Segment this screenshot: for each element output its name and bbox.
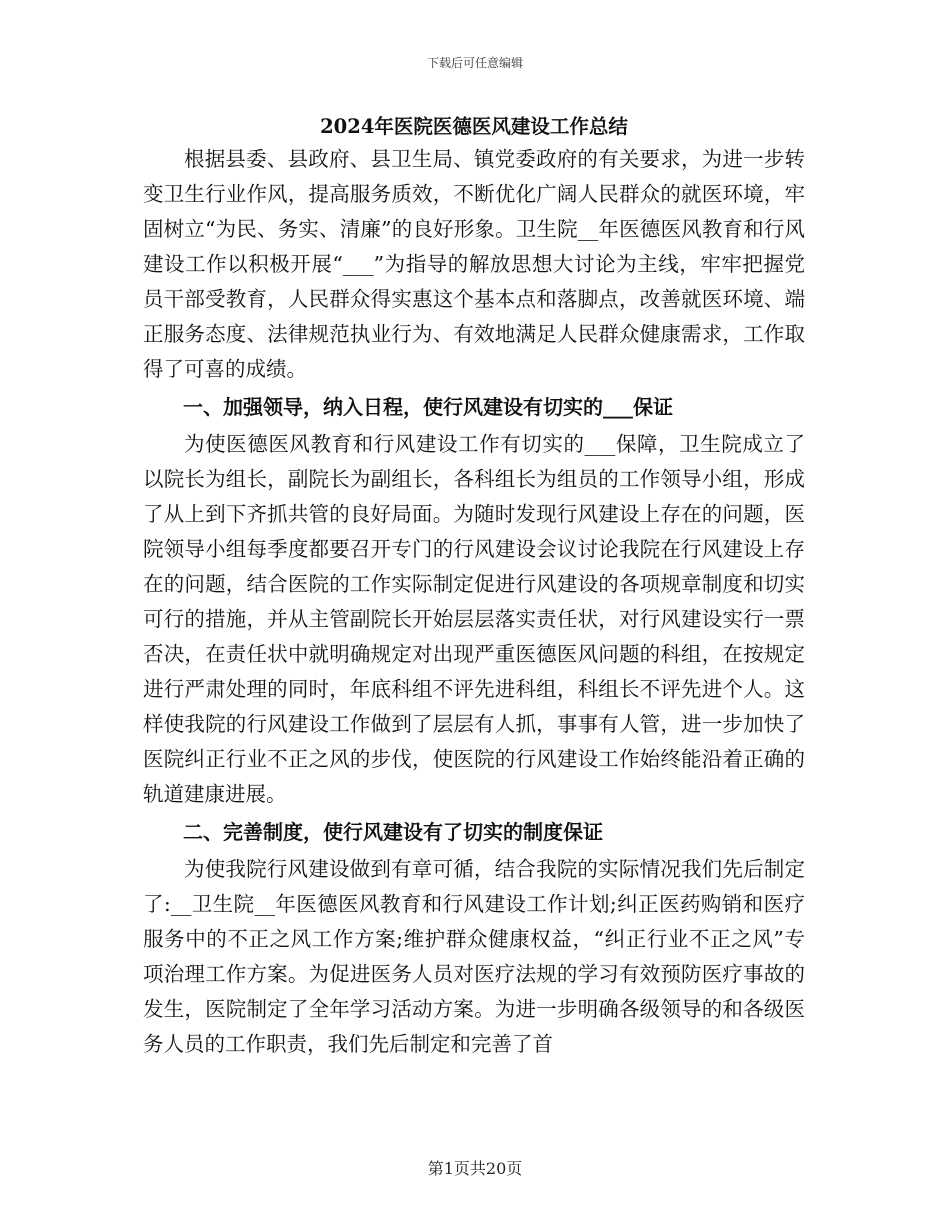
section-2-heading: 二、完善制度，使行风建设有了切实的制度保证 [183, 820, 603, 844]
page-number-footer: 第1页共20页 [427, 1159, 523, 1178]
intro-paragraph: 根据县委、县政府、县卫生局、镇党委政府的有关要求，为进一步转变卫生行业作风，提高服务质效，不断优化广阔人民群众的就医环境，牢固树立“为民、务实、清廉”的良好形象。卫生院__年医德医风教育和行风建设工作以积极开展“___”为指导的解放思想大讨论为主线，牢牢把握党员干部受教育，人民群众得实惠这个基本点和落脚点，改善就医环境、端正服务态度、法律规范执业行为、有效地满足人民群众健康需求，工作取得了可喜的成绩。 [143, 147, 805, 381]
section-1-paragraph: 为使医德医风教育和行风建设工作有切实的___保障，卫生院成立了以院长为组长，副院长为副组长，各科组长为组员的工作领导小组，形成了从上到下齐抓共管的良好局面。为随时发现行风建设上存在的问题，医院领导小组每季度都要召开专门的行风建设会议讨论我院在行风建设上存在的问题，结合医院的工作实际制定促进行风建设的各项规章制度和切实可行的措施，并从主管副院长开始层层落实责任状，对行风建设实行一票否决，在责任状中就明确规定对出现严重医德医风问题的科组，在按规定进行严肃处理的同时，年底科组不评先进科组，科组长不评先进个人。这样使我院的行风建设工作做到了层层有人抓，事事有人管，进一步加快了医院纠正行业不正之风的步伐，使医院的行风建设工作始终能沿着正确的轨道建康进展。 [143, 432, 805, 806]
section-1-heading: 一、加强领导，纳入日程，使行风建设有切实的___保证 [183, 395, 673, 419]
document-body [143, 112, 805, 1062]
document-title: 2024年医院医德医风建设工作总结 [320, 115, 628, 138]
page-header-note: 下载后可任意编辑 [426, 56, 523, 70]
section-2-paragraph: 为使我院行风建设做到有章可循，结合我院的实际情况我们先后制定了:__卫生院__年医德医风教育和行风建设工作计划;纠正医药购销和医疗服务中的不正之风工作方案;维护群众健康权益，“纠正行业不正之风”专项治理工作方案。为促进医务人员对医疗法规的学习有效预防医疗事故的发生，医院制定了全年学习活动方案。为进一步明确各级领导的和各级医务人员的工作职责，我们先后制定和完善了首 [143, 857, 805, 1056]
